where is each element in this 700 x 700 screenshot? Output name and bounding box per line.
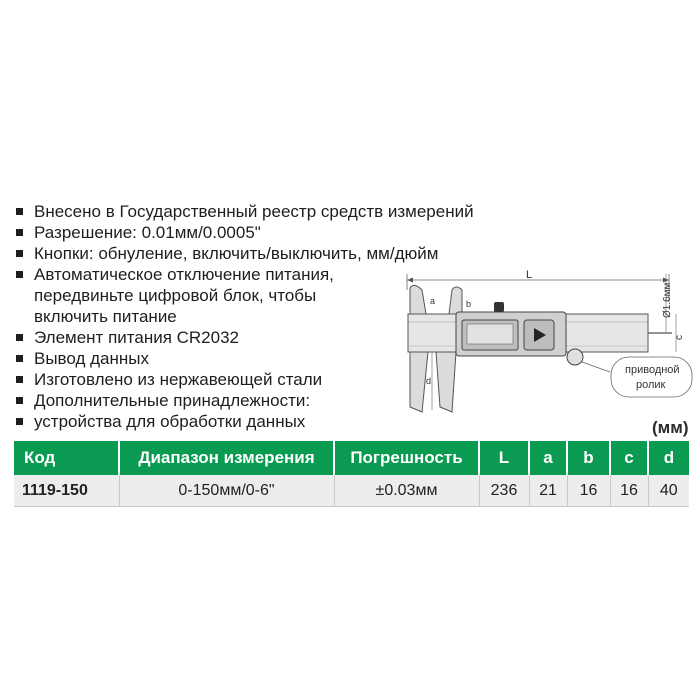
feature-text: Разрешение: 0.01мм/0.0005" xyxy=(34,223,261,242)
feature-text: Кнопки: обнуление, включить/выключить, мм/дюйм xyxy=(34,244,439,263)
cell-b: 16 xyxy=(567,475,610,507)
bullet-icon xyxy=(16,376,23,383)
dim-b-label: b xyxy=(466,299,472,309)
dim-a-label: a xyxy=(430,296,436,306)
cell-c: 16 xyxy=(610,475,648,507)
cell-d: 40 xyxy=(648,475,689,507)
cell-code: 1119-150 xyxy=(14,475,119,507)
column-header-b: b xyxy=(567,441,610,475)
table-row xyxy=(14,475,689,507)
feature-text: Дополнительные принадлежности: xyxy=(34,391,311,410)
bullet-icon xyxy=(16,418,23,425)
bullet-icon xyxy=(16,250,23,257)
caliper-diagram xyxy=(404,262,694,417)
column-header-accuracy: Погрешность xyxy=(334,441,479,475)
feature-text: устройства для обработки данных xyxy=(34,412,306,431)
column-header-c: c xyxy=(610,441,648,475)
roller-label-line1: приводной xyxy=(625,364,680,376)
feature-text: Изготовлено из нержавеющей стали xyxy=(34,370,323,389)
bullet-icon xyxy=(16,208,23,215)
cell-L: 236 xyxy=(479,475,529,507)
table-header-row xyxy=(14,441,689,475)
column-header-d: d xyxy=(648,441,689,475)
feature-text: Элемент питания CR2032 xyxy=(34,328,240,347)
cell-a: 21 xyxy=(529,475,567,507)
feature-text: Вывод данных xyxy=(34,349,149,368)
feature-item xyxy=(14,222,474,243)
feature-text: передвиньте цифровой блок, чтобы xyxy=(34,286,317,305)
feature-item xyxy=(14,201,474,222)
dim-c-label: c xyxy=(674,335,685,340)
bullet-icon xyxy=(16,397,23,404)
column-header-range: Диапазон измерения xyxy=(119,441,334,475)
spec-table xyxy=(14,441,689,507)
dim-l-label: L xyxy=(526,269,533,281)
column-header-a: a xyxy=(529,441,567,475)
roller-label-line2: ролик xyxy=(636,379,666,391)
cell-accuracy: ±0.03мм xyxy=(334,475,479,507)
cell-range: 0-150мм/0-6" xyxy=(119,475,334,507)
column-header-code: Код xyxy=(14,441,119,475)
feature-text: Автоматическое отключение питания, xyxy=(34,265,334,284)
feature-item xyxy=(14,243,474,264)
dim-d-label: d xyxy=(426,376,432,386)
bullet-icon xyxy=(16,334,23,341)
feature-text: включить питание xyxy=(34,307,177,326)
column-header-L: L xyxy=(479,441,529,475)
feature-text: Внесено в Государственный реестр средств измерений xyxy=(34,202,474,221)
bullet-icon xyxy=(16,229,23,236)
bullet-icon xyxy=(16,271,23,278)
rod-diameter-label: Ø1.6мм xyxy=(662,282,673,318)
unit-label: (мм) xyxy=(652,418,689,437)
bullet-icon xyxy=(16,355,23,362)
